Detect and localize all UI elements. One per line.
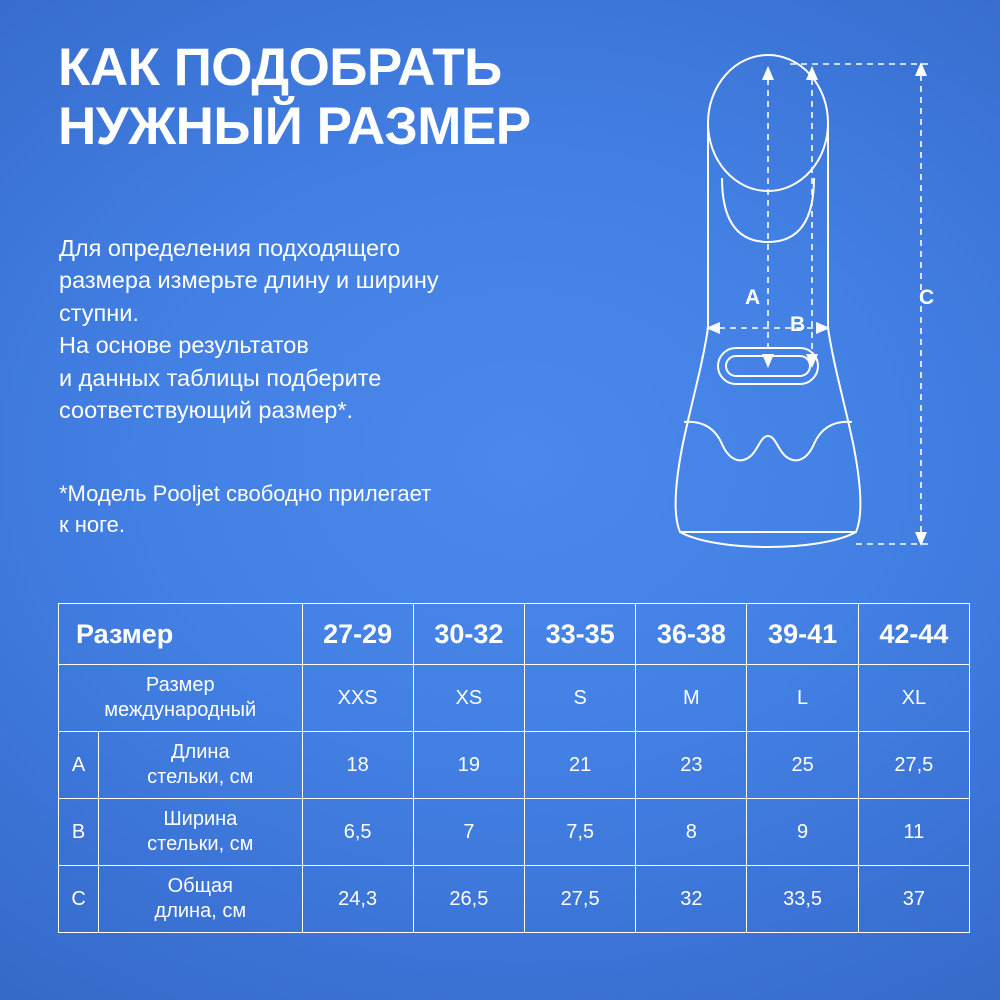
row-letter-c: C [59,866,99,933]
row-label-insole-length [99,732,302,799]
cell-a-5: 27,5 [858,732,969,799]
cell-b-3: 8 [636,799,747,866]
cell-a-4: 25 [747,732,858,799]
cell-international-3: M [636,665,747,732]
intro-line-6: соответствующий размер*. [59,397,354,424]
cell-international-5: XL [858,665,969,732]
row-label-international [59,665,303,732]
cell-b-4: 9 [747,799,858,866]
intro-line-2: размера измерьте длину и ширину [59,267,439,294]
intro-line-3: ступни. [59,299,139,326]
row-label-line-2: стельки, см [147,833,254,855]
row-letter-a: A [59,732,99,799]
footnote-line-1: *Модель Pooljet свободно прилегает [59,481,432,506]
row-label-total-length [99,866,302,933]
row-label-line-2: длина, см [154,900,247,922]
size-table [58,603,970,933]
table-row [59,799,970,866]
row-label-line-2: международный [104,699,257,721]
cell-international-0: XXS [302,665,413,732]
page-title [58,38,678,157]
footnote-text [59,478,559,540]
cell-b-5: 11 [858,799,969,866]
table-size-header-4: 39-41 [747,604,858,665]
table-row [59,732,970,799]
cell-a-2: 21 [525,732,636,799]
page-title-line-2: НУЖНЫЙ РАЗМЕР [58,97,531,157]
cell-a-0: 18 [302,732,413,799]
cell-b-2: 7,5 [525,799,636,866]
row-letter-b: B [59,799,99,866]
cell-b-1: 7 [413,799,524,866]
intro-text [59,232,539,427]
cell-a-1: 19 [413,732,524,799]
cell-c-2: 27,5 [525,866,636,933]
cell-c-0: 24,3 [302,866,413,933]
page-title-line-1: КАК ПОДОБРАТЬ [58,38,502,97]
dimension-label-c: C [919,286,935,309]
intro-line-5: и данных таблицы подберите [59,364,382,391]
row-label-line-1: Длина [171,741,230,763]
cell-international-1: XS [413,665,524,732]
table-size-header-2: 33-35 [525,604,636,665]
cell-a-3: 23 [636,732,747,799]
row-label-line-1: Ширина [163,808,238,830]
size-table-container [58,603,970,933]
intro-line-1: Для определения подходящего [59,235,401,261]
cell-international-4: L [747,665,858,732]
table-size-header-1: 30-32 [413,604,524,665]
dimension-label-b: B [790,313,806,336]
dimension-arrows-icon [706,62,927,546]
table-size-header-3: 36-38 [636,604,747,665]
intro-line-4: На основе результатов [59,332,309,359]
row-label-insole-width [99,799,302,866]
table-title-cell: Размер [59,604,303,665]
row-label-line-1: Размер [145,674,215,696]
table-size-header-0: 27-29 [302,604,413,665]
table-row [59,665,970,732]
cell-c-5: 37 [858,866,969,933]
dimension-label-a: A [745,286,761,309]
row-label-line-1: Общая [167,875,234,897]
swim-fin-illustration [640,28,980,558]
row-label-line-2: стельки, см [147,766,254,788]
cell-international-2: S [525,665,636,732]
table-row [59,866,970,933]
footnote-line-2: к ноге. [59,512,126,538]
cell-c-3: 32 [636,866,747,933]
cell-c-1: 26,5 [413,866,524,933]
cell-c-4: 33,5 [747,866,858,933]
cell-b-0: 6,5 [302,799,413,866]
table-size-header-5: 42-44 [858,604,969,665]
table-header-row [59,604,970,665]
